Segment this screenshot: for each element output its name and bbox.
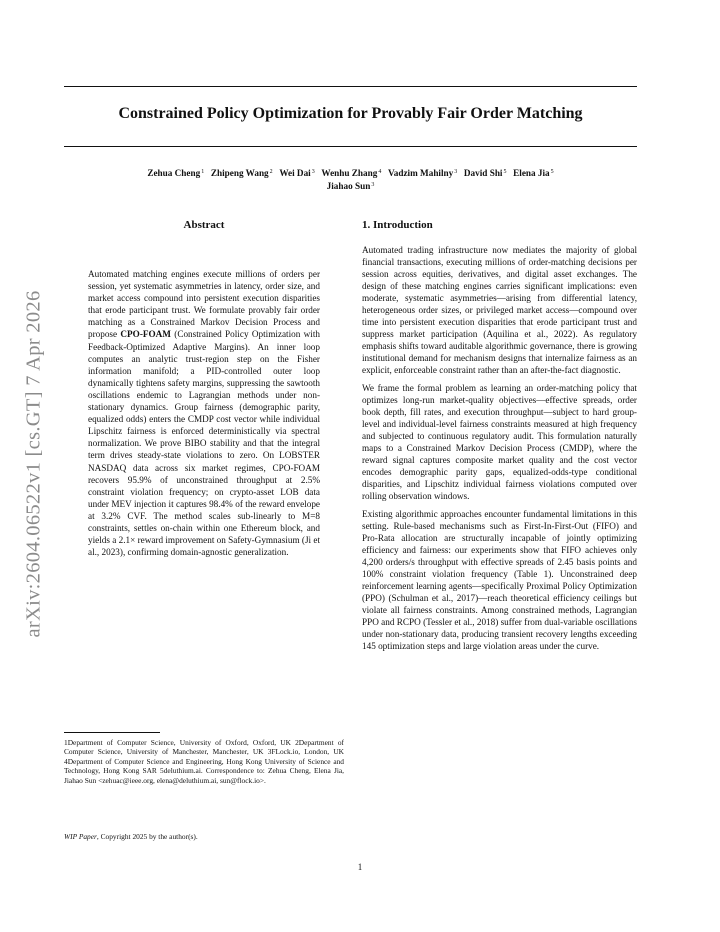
author-affiliation-marker: 1 [201,169,205,175]
author-name-text: Vadzim Mahilny [387,168,454,178]
author-name [327,181,375,191]
introduction-heading: 1. Introduction [362,219,433,231]
affiliations-footnote: 1Department of Computer Science, University of Oxford, Oxford, UK 2Department of Computer Science, University of Manchester, Manchester, UK 3FLock.io, London, UK 4Department of Computer Science and Engineering, Hong Kong University of Science and Technology, Hong Kong SAR 5deluthium.ai. Correspondence to: Zehua Cheng, Elena Jia, Jiahao Sun <zehuac@ieee.org, elena@deluthium.ai, sun@flock.io>. [64,738,344,785]
author-name-text: Wenhu Zhang [321,168,378,178]
author-affiliation-marker: 3 [371,182,375,188]
author-name-text: Zhipeng Wang [210,168,269,178]
author-name [464,168,507,178]
author-name [388,168,457,178]
author-affiliation-marker: 3 [454,169,458,175]
author-name [211,168,273,178]
intro-paragraph: Automated trading infrastructure now mediates the majority of global financial transactions, executing millions of order-matching decisions per session across equities, derivatives, and digital asset exchanges. The design of these matching engines carries significant implications: even moderate, systematic asymmetries—arising from differential latency, heterogeneous order sizes, or privileged market access—compound over time into persistent execution disparities that erode participant trust and suppress market participation (Aquilina et al., 2022). As regulatory emphasis shifts toward auditable algorithmic governance, there is growing institutional demand for mechanism designs that internalize fairness as an explicit, enforceable constraint rather than an after-the-fact diagnostic. [362,245,637,375]
abstract-text-part-2: (Constrained Policy Optimization with Feedback-Optimized Adaptive Margins). An inner loop computes an analytic trust-region step on the Fisher information manifold; a PID-controlled outer loop dynamically tightens safety margins, suppressing the sawtooth oscillations endemic to Lagrangian methods under non-stationary dynamics. Group fairness (demographic parity, equalized odds) enters the CMDP cost vector while individual Lipschitz fairness is enforced deterministically via spectral normalization. We prove BIBO stability and that the integral term drives steady-state violations to zero. On LOBSTER NASDAQ data across six market regimes, CPO-FOAM recovers 95.9% of unconstrained throughput at 2.5% constraint violation frequency; on crypto-asset LOB data under MEV injection it captures 98.4% of the reward envelope at 3.2% CVF. The method scales sub-linearly to M=8 constraints, settles on-chain within one Ethereum block, and yields a 2.1× reward improvement on Safety-Gymnasium (Ji et al., 2023), confirming domain-agnostic generalization. [88,329,321,558]
copyright-text: , Copyright 2025 by the author(s). [96,832,198,841]
author-name-text: David Shi [463,168,503,178]
author-name [279,168,314,178]
arxiv-identifier-watermark: arXiv:2604.06522v1 [cs.GT] 7 Apr 2026 [22,290,45,638]
author-affiliation-marker: 5 [550,169,554,175]
copyright-notice [64,832,344,842]
author-name [513,168,554,178]
paper-title: Constrained Policy Optimization for Provably Fair Order Matching [118,105,583,122]
author-list [80,166,621,192]
author-affiliation-marker: 3 [311,169,315,175]
author-name-text: Wei Dai [279,168,311,178]
footnote-rule [64,732,160,733]
title-bottom-rule [64,146,637,147]
author-name [147,168,204,178]
introduction-body [362,244,637,658]
author-affiliation-marker: 4 [378,169,382,175]
title-top-rule [64,86,637,87]
author-name-text: Zehua Cheng [147,168,201,178]
copyright-venue: WIP Paper [64,832,97,841]
method-name: CPO-FOAM [120,329,171,340]
author-name-text: Elena Jia [513,168,550,178]
intro-paragraph: Existing algorithmic approaches encounter fundamental limitations in this setting. Rule-based mechanisms such as First-In-First-Out (FIFO) and Pro-Rata allocation are structurally incapable of jointly optimizing efficiency and fairness: our experiments show that FIFO achieves only 4,200 orders/s throughput with effective spreads of 2.45 basis points and 100% constraint violation frequency (Table 1). Unconstrained deep reinforcement learning agents—specifically Proximal Policy Optimization (PPO) (Schulman et al., 2017)—reach theoretical efficiency ceilings but violate all fairness constraints. Among constrained methods, Lagrangian PPO and RCPO (Tessler et al., 2018) suffer from dual-variable oscillations under non-stationary data, producing transient recovery lengths exceeding 145 optimization steps and large violation areas under the curve. [362,509,637,651]
page-number: 1 [357,862,363,872]
abstract-text [88,268,320,558]
abstract-heading: Abstract [183,219,225,231]
abstract-text-part-1: Automated matching engines execute millions of orders per session, yet systematic asymmetries in latency, order size, and market access compound into persistent execution disparities that erode participant trust. We formulate provably fair order matching as a Constrained Markov Decision Process and propose [88,269,320,340]
author-affiliation-marker: 5 [503,169,507,175]
author-name [321,168,381,178]
author-affiliation-marker: 2 [269,169,273,175]
author-name-text: Jiahao Sun [326,181,371,191]
intro-paragraph: We frame the formal problem as learning an order-matching policy that optimizes long-run market-quality objectives—effective spreads, order book depth, fill rates, and execution throughput—subject to hard group-level and individual-level fairness constraints measured at high frequency and subjected to continuous regulatory audit. This formulation naturally maps to a Constrained Markov Decision Process (CMDP), where the reward signal captures composite market quality and the cost vector encodes demographic parity gaps, equalized-odds-type conditional disparities, and Lipschitz individual fairness violations computed over rolling observation windows. [362,383,637,501]
